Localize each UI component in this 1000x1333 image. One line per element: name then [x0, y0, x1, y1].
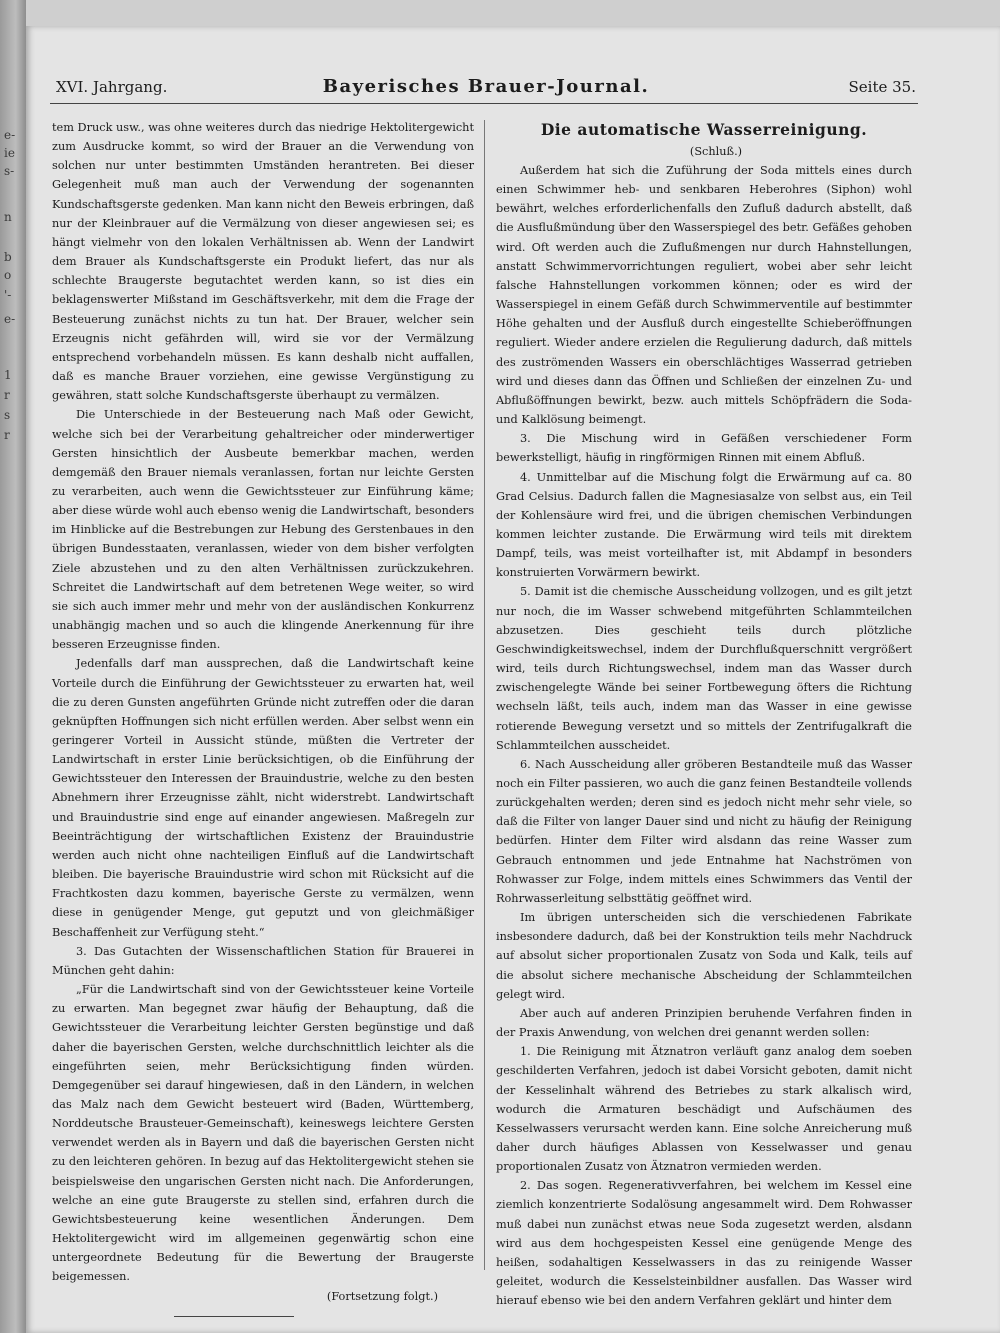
left-column [52, 118, 474, 1317]
paragraph: 6. Nach Ausscheidung aller gröberen Bestandteile muß das Wasser noch ein Filter passieren, wo auch die ganz feinen Bestandteile vollends zurückgehalten werden; deren sind es jedoch nicht mehr sehr viele, so daß die Filter von langer Dauer sind und nicht zu häufig der Reinigung bedürfen. Hinter dem Filter wird alsdann das reine Wasser zum Gebrauch entnommen und jede Entnahme hat Nachströmen von Rohwasser zur Folge, indem mittels eines Schwimmers das Ventil der Rohrwasserleitung selbsttätig geöffnet wird. [496, 757, 912, 905]
journal-title: Bayerisches Brauer-Journal. [322, 76, 650, 97]
edge-fragment: ie [4, 146, 15, 160]
page-header [56, 78, 916, 104]
paragraph: Die Unterschiede in der Besteuerung nach Maß oder Gewicht, welche sich bei der Verarbeitung gehaltreicher oder minderwertiger Gersten hinsichtlich der Ausbeute bemerkbar machen, werden demgemäß den Brauer niemals veranlassen, fortan nur leichte Gersten zu verarbeiten, auch wenn die Gewichtssteuer zur Einführung käme; aber diese würde wohl auch ebenso wenig die Landwirtschaft, besonders im Hinblicke auf die Bestrebungen zur Hebung des Gerstenbaues in den übrigen Bundesstaaten, veranlassen, wieder von dem bisher verfolgten Ziele abzustehen und zu den alten Verhältnissen zurückzukehren. Schreitet die Landwirtschaft auf dem betretenen Wege weiter, so wird sie sich auch immer mehr und mehr von der ausländischen Konkurrenz unabhängig machen und so auch die klingende Anerkennung für ihre besseren Erzeugnisse finden. [52, 408, 474, 652]
edge-fragment: e- [4, 128, 16, 142]
edge-fragment: s [4, 408, 11, 422]
edge-fragment: '- [4, 288, 12, 302]
continuation-note: (Fortsetzung folgt.) [326, 1289, 438, 1303]
article-subtitle: (Schluß.) [689, 145, 743, 158]
paragraph: 4. Unmittelbar auf die Mischung folgt die Erwärmung auf ca. 80 Grad Celsius. Dadurch fallen die Magnesiasalze von selbst aus, ein Teil der Kohlensäure wird frei, und die übrigen chemischen Verbindungen kommen leichter zustande. Die Erwärmung wird teils mit direktem Dampf, teils, was meist vorteilhafter ist, mit Abdampf in besonders konstruierten Vorwärmern bewirkt. [496, 470, 912, 580]
volume-label: XVI. Jahrgang. [56, 78, 168, 96]
paragraph: Außerdem hat sich die Zuführung der Soda mittels eines durch einen Schwimmer heb- und senkbaren Heberohres (Siphon) wohl bewährt, welches erforderlichenfalls den Zufluß dadurch abstellt, daß die Ausflußmündung über den Wasserspiegel des betr. Gefäßes gehoben wird. Oft werden auch die Zuflußmengen nur durch Hahnstellungen, anstatt Schwimmervorrichtungen reguliert, wobei aber sehr leicht falsche Hahnstellungen vorkommen können; oder es wird der Wasserspiegel in einem Gefäß durch Schwimmerventile auf bestimmter Höhe gehalten und der Ausfluß durch eingestellte Schieberöffnungen reguliert. Wieder andere erzielen die Regulierung dadurch, daß mittels des zuströmenden Wassers ein oberschlächtiges Wasserrad getrieben wird und dieses dann das Öffnen und Schließen der einzelnen Zu- und Abflußöffnungen bewirkt, bezw. auch mittels Schöpfrädern die Soda- und Kalklösung beimengt. [496, 164, 912, 427]
paragraph: 3. Das Gutachten der Wissenschaftlichen Station für Brauerei in München geht dahin: [52, 944, 474, 977]
edge-fragment: e- [4, 312, 16, 326]
end-rule [174, 1316, 294, 1317]
column-divider [484, 120, 485, 1270]
page-number: Seite 35. [848, 78, 916, 96]
adjacent-page-edge [0, 0, 26, 1333]
paragraph: „Für die Landwirtschaft sind von der Gewichtssteuer keine Vorteile zu erwarten. Man begegnet zwar häufig der Behauptung, daß die Gewichtssteuer die Verarbeitung leichter Gersten begünstige und daß daher die bayerischen Gersten, welche durchschnittlich leichter als die eingeführten seien, mehr Berücksichtigung finden würden. Demgegenüber sei darauf hingewiesen, daß in den Ländern, in welchen das Malz nach dem Gewicht besteuert wird (Baden, Württemberg, Norddeutsche Brausteuer-Gemeinschaft), keineswegs leichtere Gersten verwendet werden als in Bayern und daß die bayerischen Gersten nicht zu den leichteren gehören. In bezug auf das Hektolitergewicht stehen sie beispielsweise den ungarischen Gersten nicht nach. Die Anforderungen, welche an eine gute Braugerste zu stellen sind, erfahren durch die Gewichtsbesteuerung keine wesentlichen Änderungen. Dem Hektolitergewicht wird im allgemeinen gegenwärtig schon eine untergeordnete Bedeutung für die Bewertung der Braugerste beigemessen. [52, 983, 474, 1284]
paragraph: 1. Die Reinigung mit Ätznatron verläuft ganz analog dem soeben geschilderten Verfahren, jedoch ist dabei Vorsicht geboten, damit nicht der Kesselinhalt während des Betriebes zu stark alkalisch wird, wodurch die Armaturen beschädigt und Aufschäumen des Kesselwassers verursacht werden kann. Eine solche Anreicherung muß daher durch häufiges Ablassen von Kesselwasser und genau proportionalen Zusatz von Ätznatron vermieden werden. [496, 1045, 912, 1174]
paragraph: 5. Damit ist die chemische Ausscheidung vollzogen, und es gilt jetzt nur noch, die im Wasser schwebend mitgeführten Schlammteilchen abzusetzen. Dies geschieht teils durch plötzliche Geschwindigkeitswechsel, indem der Durchflußquerschnitt vergrößert wird, teils durch Richtungswechsel, indem man das Wasser durch zwischengelegte Wände bei seiner Fortbewegung öfters die Richtung wechseln läßt, teils auch, indem man das Wasser in eine gewisse rotierende Bewegung versetzt und so mittels der Zentrifugalkraft die Schlammteilchen ausscheidet. [496, 585, 912, 752]
edge-fragment: n [4, 210, 12, 224]
edge-fragment: r [4, 428, 10, 442]
edge-fragment: r [4, 388, 10, 402]
edge-fragment: 1 [4, 368, 12, 382]
paragraph: 2. Das sogen. Regenerativverfahren, bei welchem im Kessel eine ziemlich konzentrierte Sodalösung angesammelt wird. Dem Rohwasser muß dabei nun zunächst etwas neue Soda zugesetzt werden, alsdann wird aus dem hochgespeisten Kessel eine genügende Menge des heißen, sodahaltigen Kesselwassers in das zu reinigende Wasser geleitet, wodurch die Kesselsteinbildner ausfallen. Das Wasser wird hierauf ebenso wie bei den andern Verfahren geklärt und hinter dem [496, 1179, 912, 1308]
article-title: Die automatische Wasserreinigung. [540, 120, 868, 139]
edge-fragment: b [4, 250, 12, 264]
edge-fragment: o [4, 268, 12, 282]
paragraph: Im übrigen unterscheiden sich die verschiedenen Fabrikate insbesondere dadurch, daß bei der Konstruktion teils mehr Nachdruck auf absolut sicher proportionalen Zusatz von Soda und Kalk, teils auf die absolut sichere mechanische Abscheidung der Schlammteilchen gelegt wird. [496, 911, 912, 1001]
paragraph: tem Druck usw., was ohne weiteres durch das niedrige Hektolitergewicht zum Ausdrucke kommt, so wird der Brauer an die Verwendung von solchen nur unter bestimmten Umständen herantreten. Bei dieser Gelegenheit muß man auch der Verwendung der sogenannten Kundschaftsgerste gedenken. Man kann nicht den Beweis erbringen, daß nur der Kleinbrauer auf die Vermälzung von dieser angewiesen sei; es hängt vielmehr von den lokalen Verhältnissen ab. Wenn der Landwirt dem Brauer als Kundschaftsgerste ein Produkt liefert, das nur als schlechte Braugerste begutachtet werden kann, so ist dies ein beklagenswerter Mißstand im Geschäftsverkehr, mit dem die Frage der Besteuerung zunächst nichts zu tun hat. Der Brauer, welcher sein Erzeugnis nicht gefährden will, wird sie vor der Vermälzung entsprechend vorbehandeln müssen. Es kann deshalb nicht auffallen, daß es manche Brauer vorziehen, eine gewisse Vergünstigung zu gewähren, statt solche Kundschaftsgerste überhaupt zu vermälzen. [52, 121, 474, 403]
paragraph: 3. Die Mischung wird in Gefäßen verschiedener Form bewerkstelligt, häufig in ringförmigen Rinnen mit einem Abfluß. [496, 432, 912, 465]
edge-fragment: s- [4, 164, 15, 178]
right-column [496, 118, 912, 1310]
header-rule [50, 103, 918, 104]
paragraph: Aber auch auf anderen Prinzipien beruhende Verfahren finden in der Praxis Anwendung, von welchen drei genannt werden sollen: [496, 1006, 912, 1040]
paragraph: Jedenfalls darf man aussprechen, daß die Landwirtschaft keine Vorteile durch die Einführung der Gewichtssteuer zu erwarten hat, weil die zu deren Gunsten angeführten Gründe nicht zutreffen oder die daran geknüpften Hoffnungen sich nicht erfüllen werden. Aber selbst wenn ein geringerer Vorteil in Aussicht stünde, müßten die Vertreter der Landwirtschaft in erster Linie berücksichtigen, ob die Einführung der Gewichtssteuer den Interessen der Brauindustrie, welche zu den besten Abnehmern ihrer Erzeugnisse zählt, nicht widerstrebt. Landwirtschaft und Brauindustrie sind enge auf einander angewiesen. Maßregeln zur Beeinträchtigung der wirtschaftlichen Existenz der Brauindustrie werden auch nicht ohne nachteiligen Einfluß auf die Landwirtschaft bleiben. Die bayerische Brauindustrie wird schon mit Rücksicht auf die Frachtkosten dazu kommen, bayerische Gerste zu vermälzen, wenn diese in genügender Menge, gut geputzt und von gleichmäßiger Beschaffenheit zur Verfügung steht.“ [52, 657, 474, 939]
